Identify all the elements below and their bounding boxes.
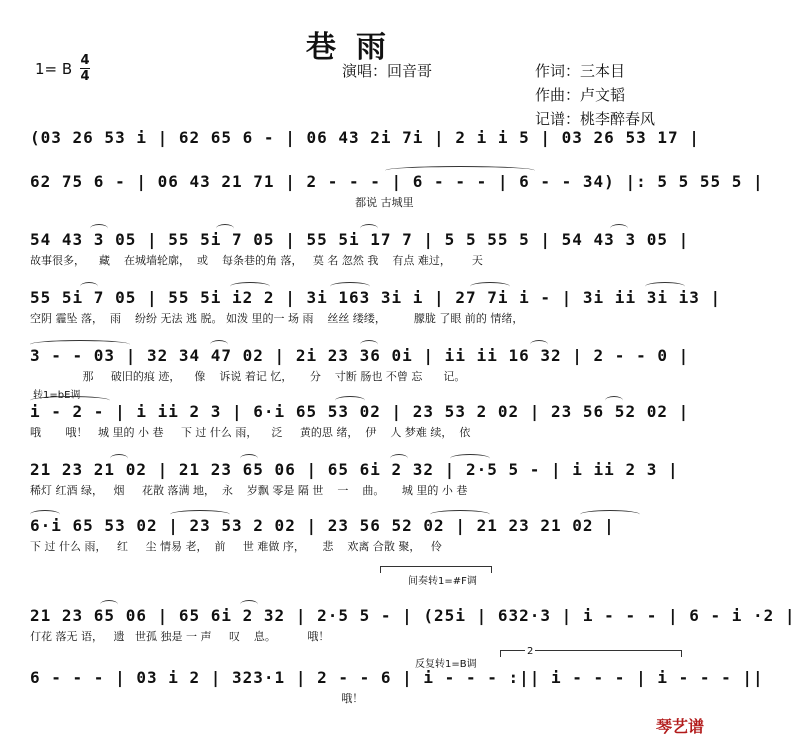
notation-line: 21 23 21 02 | 21 23 65 06 | 65 6i 2 32 | 2·5 5 - | i ii 2 3 | <box>30 460 679 479</box>
lyrics-line: 空阴 霾坠 落， 雨 纷纷 无法 逃 脱。 如泼 里的一 场 雨 丝丝 缕缕， 朦胧 了眼 前的 情绪， <box>30 312 524 325</box>
lyrics-line: 仃花 落无 语， 遗 世孤 独是 一 声 叹 息。 哦！ <box>30 630 330 643</box>
notation-line: 21 23 65 06 | 65 6i 2 32 | 2·5 5 - | (25i | 632·3 | i - - - | 6 - i ·2 | <box>30 606 796 625</box>
modulation-annotation: 转1=bE调 <box>33 390 81 401</box>
key-signature: 1= B <box>35 60 73 78</box>
interlude-annotation: 间奏转1=#F调 <box>408 576 477 587</box>
time-signature <box>80 54 90 83</box>
notation-line: 6 - - - | 03 i 2 | 323·1 | 2 - - 6 | i - - - :|| i - - - | i - - - || <box>30 668 764 687</box>
site-watermark: 琴艺谱 <box>655 717 704 736</box>
notation-line: 54 43 3 05 | 55 5i 7 05 | 55 5i 17 7 | 5 5 55 5 | 54 43 3 05 | <box>30 230 690 249</box>
notation-line: 62 75 6 - | 06 43 21 71 | 2 - - - | 6 - - - | 6 - - 34) |: 5 5 55 5 | <box>30 172 764 191</box>
song-title: 巷雨 <box>306 30 406 65</box>
time-signature-bottom: 4 <box>80 69 90 84</box>
lyricist-credit: 作词：三本目 <box>535 62 626 80</box>
lyrics-line: 哦！ <box>30 692 364 705</box>
repeat-annotation: 反复转1=B调 <box>415 659 477 670</box>
lyrics-line: 都说 古城里 <box>30 196 414 209</box>
lyrics-line: 那 破旧的痕 迹， 像 诉说 着记 忆， 分 寸断 肠也 不曾 忘 记。 <box>30 370 466 383</box>
time-signature-top: 4 <box>80 53 90 68</box>
transcriber-credit: 记谱：桃李醉春风 <box>535 110 656 128</box>
lyrics-line: 故事很多， 藏 在城墙轮廓， 或 每条巷的角 落， 莫 名 忽然 我 有点 难过， 天 <box>30 254 483 267</box>
notation-line: i - 2 - | i ii 2 3 | 6·i 65 53 02 | 23 53 2 02 | 23 56 52 02 | <box>30 402 690 421</box>
volta-number: 2 <box>527 646 534 657</box>
performer-credit: 演唱：回音哥 <box>342 62 433 80</box>
notation-line: 6·i 65 53 02 | 23 53 2 02 | 23 56 52 02 | 21 23 21 02 | <box>30 516 615 535</box>
lyrics-line: 稀灯 红酒 绿， 烟 花散 落满 地， 永 岁飘 零是 隔 世 一 曲。 城 里的 小 巷 <box>30 484 468 497</box>
notation-line: (03 26 53 i | 62 65 6 - | 06 43 2i 7i | 2 i i 5 | 03 26 53 17 | <box>30 128 700 147</box>
notation-line: 3 - - 03 | 32 34 47 02 | 2i 23 36 0i | ii ii 16 32 | 2 - - 0 | <box>30 346 690 365</box>
lyrics-line: 哦 哦！ 城 里的 小 巷 下 过 什么 雨， 泛 黄的思 绪， 伊 人 梦难 续， 依 <box>30 426 471 439</box>
composer-credit: 作曲：卢文韬 <box>535 86 626 104</box>
notation-line: 55 5i 7 05 | 55 5i i2 2 | 3i 163 3i i | 27 7i i - | 3i ii 3i i3 | <box>30 288 722 307</box>
lyrics-line: 下 过 什么 雨， 红 尘 情易 老， 前 世 难做 序， 悲 欢离 合散 聚， 伶 <box>30 540 442 553</box>
